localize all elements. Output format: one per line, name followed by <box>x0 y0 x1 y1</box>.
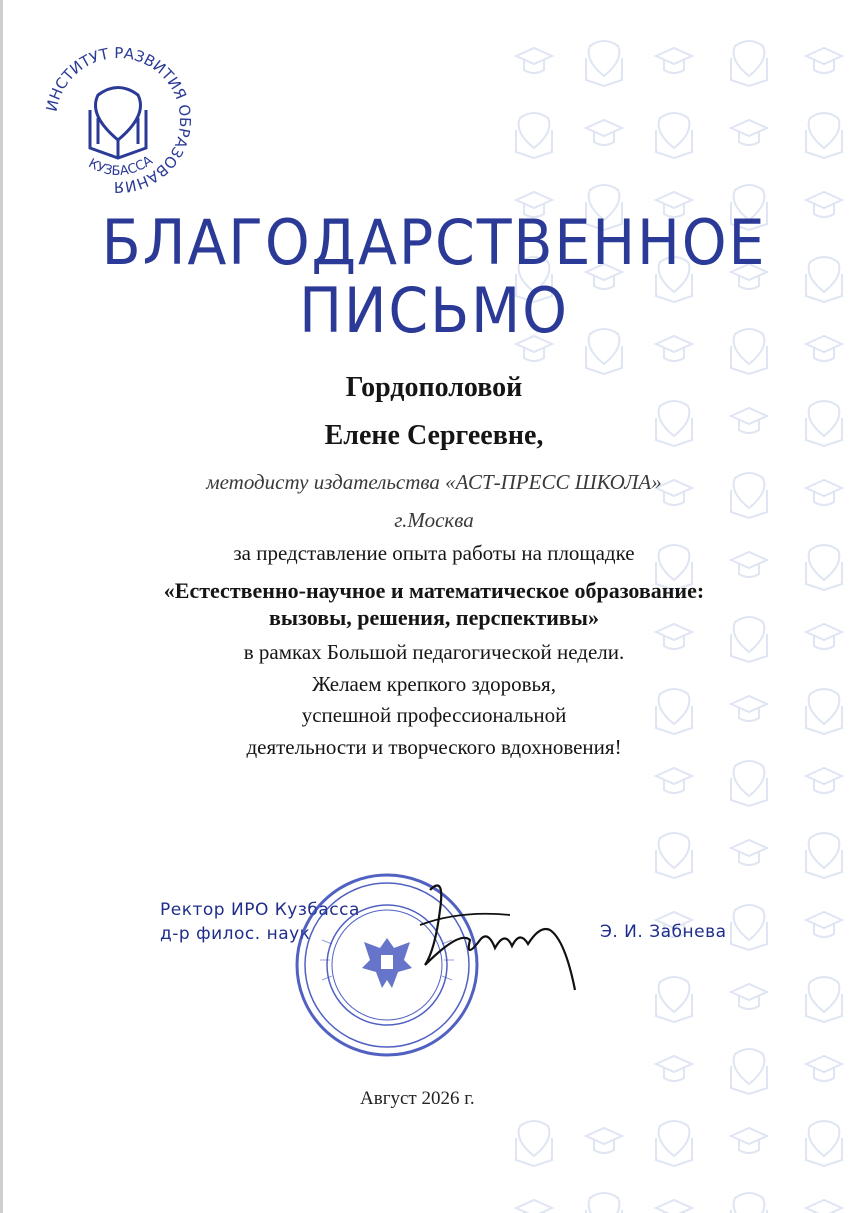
signer-title: Ректор ИРО Кузбасса <box>160 900 360 920</box>
document-title-line2: ПИСЬМО <box>299 274 569 347</box>
handwritten-signature <box>400 870 600 1010</box>
watermark-emblem <box>731 41 767 86</box>
watermark-emblem <box>586 1128 622 1153</box>
wish-line: Желаем крепкого здоровья, <box>312 672 556 696</box>
watermark-emblem <box>656 1056 692 1081</box>
event-title-line: «Естественно-научное и математическое образование: <box>163 578 705 603</box>
watermark-emblem <box>656 977 692 1022</box>
signer-degree: д-р филос. наук <box>160 924 311 944</box>
watermark-emblem <box>656 1200 692 1213</box>
watermark-emblem <box>806 1121 842 1166</box>
recipient-given-names: Елене Сергеевне, <box>324 420 544 451</box>
signer-name: Э. И. Забнева <box>600 922 727 942</box>
watermark-emblem <box>806 1056 842 1081</box>
document-date: Август 2026 г. <box>360 1088 475 1109</box>
watermark-emblem <box>731 905 767 950</box>
watermark-emblem <box>731 120 767 145</box>
watermark-emblem <box>656 1121 692 1166</box>
watermark-emblem <box>806 977 842 1022</box>
recipient-position: методисту издательства «АСТ-ПРЕСС ШКОЛА» <box>206 470 662 494</box>
watermark-emblem <box>731 1193 767 1213</box>
watermark-emblem <box>516 48 552 73</box>
recipient-surname: Гордополовой <box>345 372 523 403</box>
wish-line: деятельности и творческого вдохновения! <box>246 735 622 759</box>
institute-logo <box>38 40 198 200</box>
watermark-emblem <box>806 768 842 793</box>
watermark-emblem <box>586 120 622 145</box>
document-title-line1: БЛАГОДАРСТВЕННОЕ <box>101 206 767 279</box>
wish-line: успешной профессиональной <box>301 703 567 727</box>
watermark-emblem <box>806 1200 842 1213</box>
logo-ring-text: ИНСТИТУТ РАЗВИТИЯ ОБРАЗОВАНИЯ <box>42 43 195 197</box>
watermark-emblem <box>731 840 767 865</box>
watermark-emblem <box>656 48 692 73</box>
logo-bottom-text: КУЗБАССА <box>85 153 156 180</box>
watermark-emblem <box>516 1200 552 1213</box>
book-heart-emblem-icon <box>90 88 146 159</box>
watermark-emblem <box>806 912 842 937</box>
body-line: за представление опыта работы на площадке <box>233 541 635 565</box>
watermark-emblem <box>806 833 842 878</box>
watermark-emblem <box>731 984 767 1009</box>
watermark-emblem <box>516 113 552 158</box>
event-title-line: вызовы, решения, перспективы» <box>269 605 599 630</box>
watermark-emblem <box>731 1049 767 1094</box>
watermark-emblem <box>516 1121 552 1166</box>
recipient-city: г.Москва <box>394 508 474 532</box>
watermark-emblem <box>656 833 692 878</box>
watermark-emblem <box>806 48 842 73</box>
watermark-emblem <box>806 113 842 158</box>
watermark-emblem <box>656 113 692 158</box>
watermark-emblem <box>586 1193 622 1213</box>
watermark-emblem <box>656 768 692 793</box>
body-line: в рамках Большой педагогической недели. <box>243 640 625 664</box>
watermark-emblem <box>731 1128 767 1153</box>
watermark-emblem <box>586 41 622 86</box>
watermark-emblem <box>731 761 767 806</box>
